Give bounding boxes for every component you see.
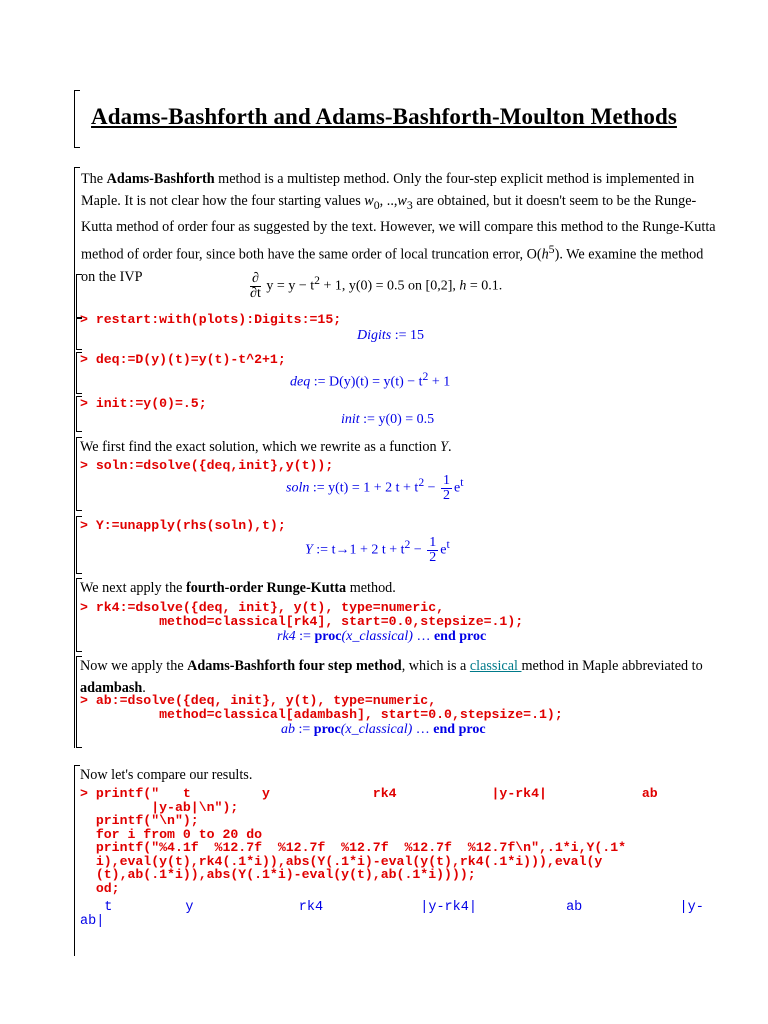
maple-output-digits: Digits := 15 (357, 328, 425, 343)
maple-output-soln: soln := y(t) = 1 + 2 $t + t^2$ − $\frac{1}{2}$ $e^t$ (286, 473, 464, 503)
fraction-half: $\frac{1}{2}$ (443, 473, 451, 503)
compare-text: Now let's compare our results. (80, 767, 253, 783)
maple-input-deq[interactable]: > deq:=D(y)(t)=y(t)-t^2+1; (80, 352, 286, 367)
maple-input-soln[interactable]: > soln:=dsolve({deq,init},y(t)); (80, 458, 334, 473)
maple-input-ab[interactable]: > ab:=dsolve({deq, init}, y(t), type=numeric, method=classical[adambash], start=0.0,stepsize=.1); (80, 693, 563, 722)
intro-paragraph: The Adams-Bashforth method is a multistep method. Only the four-step explicit method is implemented in Maple. It is not clear how the four starting values $w_0$, $..,w_3$ are obtained, but it doesn't seem to be the Runge-Kutta method of order four as suggested by the text. However, we will compare this method to the Runge-Kutta method of order four, since both have the same order of local truncation error, $O(h^5)$. We examine the method on the IVP (81, 171, 716, 285)
runge-kutta-text: We next apply the fourth-order Runge-Kutta method. (80, 580, 396, 596)
maple-input-init[interactable]: > init:=y(0)=.5; (80, 396, 207, 411)
maple-input-unapply[interactable]: > Y:=unapply(rhs(soln),t); (80, 518, 286, 533)
fraction-half: $\frac{1}{2}$ (429, 535, 437, 565)
maple-output-Y: Y := t→1 + 2 $t + t^2$ − $\frac{1}{2}$ $e^t$ (305, 535, 450, 565)
partial-derivative: $\frac{\partial}{\partial t}$ (250, 271, 261, 301)
maple-output-rk4: rk4 := proc(x_classical) … end proc (277, 629, 487, 644)
adams-bashforth-text: Now we apply the Adams-Bashforth four step method, which is a classical method in Maple abbreviated to adambash. (80, 658, 703, 696)
maple-output-deq: deq := $D(y)(t) = y(t) - t^2 + 1$ (290, 370, 451, 390)
page-title: Adams-Bashforth and Adams-Bashforth-Moulton Methods (91, 104, 677, 129)
maple-input-printf-loop[interactable]: > printf(" t y rk4 |y-rk4| ab |y-ab|\n"); printf("\n"); for i from 0 to 20 do printf("%4.1f %12.7f %12.7f %12.7f %12.7f %12.7f\n",.1*i,Y(.1* i),eval(y(t),rk4(.1*i)),abs(Y(.1*i)-eval(y(t),rk4(.1*i))),eval(y (t),ab(.1*i)),abs(Y(.1*i)-eval(y(t),ab(.1*i)))); od; (80, 786, 658, 896)
maple-input-rk4[interactable]: > rk4:=dsolve({deq, init}, y(t), type=numeric, method=classical[rk4], start=0.0,stepsize=.1); (80, 600, 524, 629)
maple-output-init: init := y(0) = 0.5 (341, 412, 435, 427)
maple-input-restart[interactable]: > restart:with(plots):Digits:=15; (80, 312, 342, 327)
exact-solution-text: We first find the exact solution, which we rewrite as a function Y. (80, 439, 452, 455)
classical-link[interactable]: classical (469, 658, 522, 674)
ivp-equation: $\frac{\partial}{\partial t}$ $y = y - t^2 + 1$, y(0) = 0.5 on [0,2], h = 0.1. (250, 271, 503, 301)
maple-output-table-header: t y rk4 |y-rk4| ab |y- ab| (80, 900, 704, 929)
maple-output-ab: ab := proc(x_classical) … end proc (281, 722, 486, 737)
